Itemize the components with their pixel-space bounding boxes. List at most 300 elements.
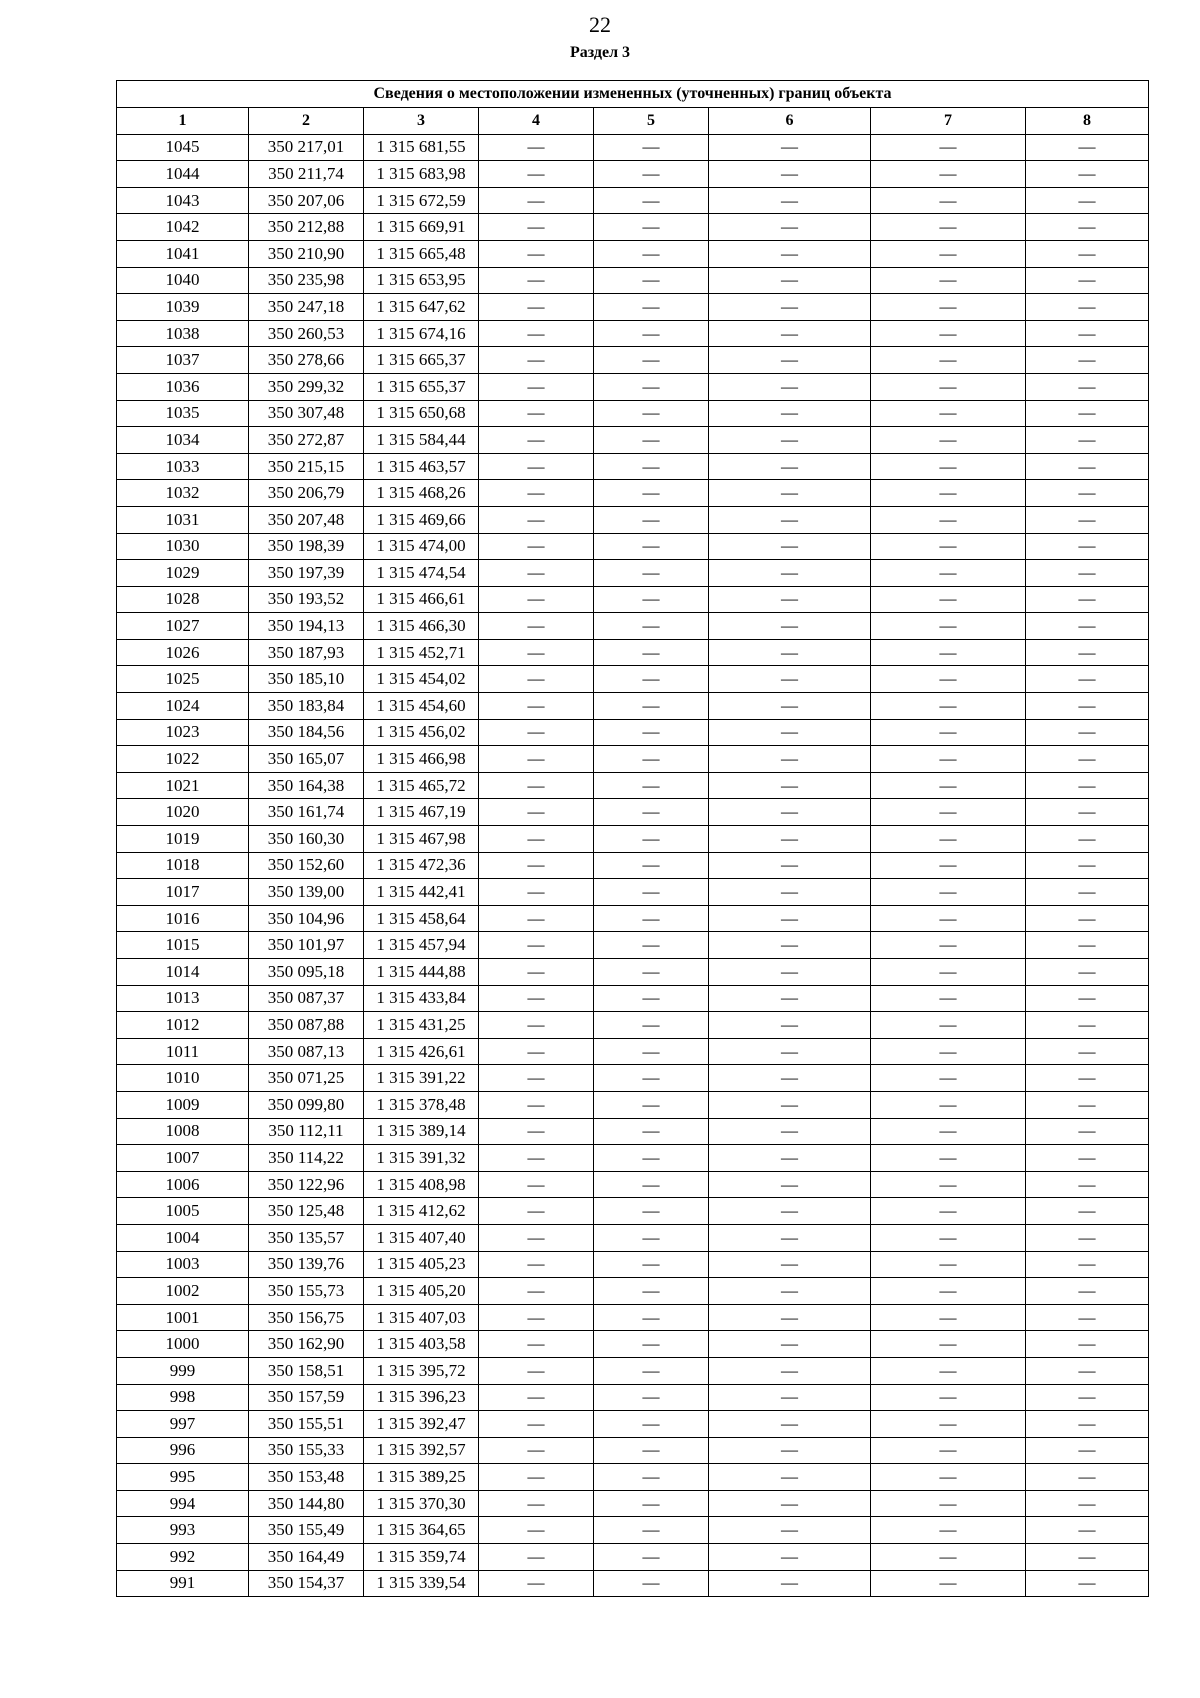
empty-dash-cell: — xyxy=(871,1570,1026,1597)
empty-dash-cell: — xyxy=(594,1145,709,1172)
y-coordinate-cell: 1 315 407,03 xyxy=(364,1304,479,1331)
empty-dash-cell: — xyxy=(871,1517,1026,1544)
table-row xyxy=(117,1437,1149,1464)
y-coordinate-cell: 1 315 405,20 xyxy=(364,1278,479,1305)
table-row xyxy=(117,214,1149,241)
empty-dash-cell: — xyxy=(709,1224,871,1251)
empty-dash-cell: — xyxy=(1026,161,1149,188)
empty-dash-cell: — xyxy=(479,586,594,613)
table-row xyxy=(117,560,1149,587)
x-coordinate-cell: 350 207,48 xyxy=(249,506,364,533)
empty-dash-cell: — xyxy=(594,427,709,454)
empty-dash-cell: — xyxy=(871,719,1026,746)
column-header: 2 xyxy=(249,108,364,135)
y-coordinate-cell: 1 315 391,32 xyxy=(364,1145,479,1172)
point-number-cell: 997 xyxy=(117,1411,249,1438)
column-header: 3 xyxy=(364,108,479,135)
table-row xyxy=(117,1544,1149,1571)
empty-dash-cell: — xyxy=(594,959,709,986)
empty-dash-cell: — xyxy=(709,373,871,400)
y-coordinate-cell: 1 315 650,68 xyxy=(364,400,479,427)
empty-dash-cell: — xyxy=(871,427,1026,454)
x-coordinate-cell: 350 185,10 xyxy=(249,666,364,693)
empty-dash-cell: — xyxy=(709,1038,871,1065)
empty-dash-cell: — xyxy=(594,1012,709,1039)
table-row xyxy=(117,693,1149,720)
empty-dash-cell: — xyxy=(871,1464,1026,1491)
x-coordinate-cell: 350 193,52 xyxy=(249,586,364,613)
point-number-cell: 1036 xyxy=(117,373,249,400)
empty-dash-cell: — xyxy=(709,427,871,454)
y-coordinate-cell: 1 315 466,98 xyxy=(364,746,479,773)
table-row xyxy=(117,1251,1149,1278)
column-header: 6 xyxy=(709,108,871,135)
empty-dash-cell: — xyxy=(479,1278,594,1305)
empty-dash-cell: — xyxy=(479,294,594,321)
empty-dash-cell: — xyxy=(871,187,1026,214)
y-coordinate-cell: 1 315 683,98 xyxy=(364,161,479,188)
empty-dash-cell: — xyxy=(479,905,594,932)
empty-dash-cell: — xyxy=(594,533,709,560)
empty-dash-cell: — xyxy=(594,1038,709,1065)
y-coordinate-cell: 1 315 408,98 xyxy=(364,1171,479,1198)
empty-dash-cell: — xyxy=(479,826,594,853)
x-coordinate-cell: 350 215,15 xyxy=(249,453,364,480)
empty-dash-cell: — xyxy=(709,187,871,214)
empty-dash-cell: — xyxy=(871,134,1026,161)
empty-dash-cell: — xyxy=(594,506,709,533)
point-number-cell: 999 xyxy=(117,1357,249,1384)
x-coordinate-cell: 350 152,60 xyxy=(249,852,364,879)
x-coordinate-cell: 350 154,37 xyxy=(249,1570,364,1597)
empty-dash-cell: — xyxy=(479,772,594,799)
x-coordinate-cell: 350 211,74 xyxy=(249,161,364,188)
point-number-cell: 1027 xyxy=(117,613,249,640)
point-number-cell: 1022 xyxy=(117,746,249,773)
x-coordinate-cell: 350 087,88 xyxy=(249,1012,364,1039)
empty-dash-cell: — xyxy=(709,905,871,932)
x-coordinate-cell: 350 183,84 xyxy=(249,693,364,720)
y-coordinate-cell: 1 315 655,37 xyxy=(364,373,479,400)
empty-dash-cell: — xyxy=(479,214,594,241)
empty-dash-cell: — xyxy=(594,161,709,188)
point-number-cell: 1016 xyxy=(117,905,249,932)
empty-dash-cell: — xyxy=(709,1331,871,1358)
empty-dash-cell: — xyxy=(871,161,1026,188)
y-coordinate-cell: 1 315 474,00 xyxy=(364,533,479,560)
empty-dash-cell: — xyxy=(709,799,871,826)
x-coordinate-cell: 350 206,79 xyxy=(249,480,364,507)
table-row xyxy=(117,267,1149,294)
empty-dash-cell: — xyxy=(871,1278,1026,1305)
empty-dash-cell: — xyxy=(871,480,1026,507)
table-row xyxy=(117,1224,1149,1251)
empty-dash-cell: — xyxy=(1026,826,1149,853)
point-number-cell: 1008 xyxy=(117,1118,249,1145)
y-coordinate-cell: 1 315 463,57 xyxy=(364,453,479,480)
empty-dash-cell: — xyxy=(479,959,594,986)
empty-dash-cell: — xyxy=(1026,347,1149,374)
table-row xyxy=(117,985,1149,1012)
empty-dash-cell: — xyxy=(594,1251,709,1278)
empty-dash-cell: — xyxy=(871,1171,1026,1198)
table-row xyxy=(117,320,1149,347)
empty-dash-cell: — xyxy=(709,1544,871,1571)
table-row xyxy=(117,506,1149,533)
empty-dash-cell: — xyxy=(1026,240,1149,267)
empty-dash-cell: — xyxy=(479,1091,594,1118)
y-coordinate-cell: 1 315 389,25 xyxy=(364,1464,479,1491)
empty-dash-cell: — xyxy=(594,985,709,1012)
table-row xyxy=(117,1517,1149,1544)
x-coordinate-cell: 350 194,13 xyxy=(249,613,364,640)
empty-dash-cell: — xyxy=(479,1118,594,1145)
table-row xyxy=(117,1012,1149,1039)
y-coordinate-cell: 1 315 392,47 xyxy=(364,1411,479,1438)
empty-dash-cell: — xyxy=(594,294,709,321)
empty-dash-cell: — xyxy=(594,480,709,507)
empty-dash-cell: — xyxy=(1026,1464,1149,1491)
empty-dash-cell: — xyxy=(709,1411,871,1438)
empty-dash-cell: — xyxy=(594,560,709,587)
column-header: 1 xyxy=(117,108,249,135)
y-coordinate-cell: 1 315 467,98 xyxy=(364,826,479,853)
point-number-cell: 1030 xyxy=(117,533,249,560)
point-number-cell: 1034 xyxy=(117,427,249,454)
empty-dash-cell: — xyxy=(479,1570,594,1597)
y-coordinate-cell: 1 315 469,66 xyxy=(364,506,479,533)
empty-dash-cell: — xyxy=(709,1278,871,1305)
empty-dash-cell: — xyxy=(871,560,1026,587)
point-number-cell: 1045 xyxy=(117,134,249,161)
empty-dash-cell: — xyxy=(1026,746,1149,773)
empty-dash-cell: — xyxy=(709,852,871,879)
point-number-cell: 1009 xyxy=(117,1091,249,1118)
empty-dash-cell: — xyxy=(709,1171,871,1198)
empty-dash-cell: — xyxy=(594,772,709,799)
empty-dash-cell: — xyxy=(871,1145,1026,1172)
empty-dash-cell: — xyxy=(871,1437,1026,1464)
empty-dash-cell: — xyxy=(594,187,709,214)
table-row xyxy=(117,453,1149,480)
x-coordinate-cell: 350 247,18 xyxy=(249,294,364,321)
y-coordinate-cell: 1 315 669,91 xyxy=(364,214,479,241)
table-row xyxy=(117,932,1149,959)
empty-dash-cell: — xyxy=(1026,1544,1149,1571)
table-row xyxy=(117,1171,1149,1198)
empty-dash-cell: — xyxy=(871,1490,1026,1517)
empty-dash-cell: — xyxy=(871,1198,1026,1225)
point-number-cell: 1019 xyxy=(117,826,249,853)
x-coordinate-cell: 350 210,90 xyxy=(249,240,364,267)
empty-dash-cell: — xyxy=(1026,400,1149,427)
empty-dash-cell: — xyxy=(479,985,594,1012)
empty-dash-cell: — xyxy=(709,347,871,374)
table-row xyxy=(117,373,1149,400)
point-number-cell: 1021 xyxy=(117,772,249,799)
empty-dash-cell: — xyxy=(1026,533,1149,560)
empty-dash-cell: — xyxy=(594,1437,709,1464)
empty-dash-cell: — xyxy=(709,1384,871,1411)
empty-dash-cell: — xyxy=(871,1091,1026,1118)
x-coordinate-cell: 350 184,56 xyxy=(249,719,364,746)
empty-dash-cell: — xyxy=(871,373,1026,400)
empty-dash-cell: — xyxy=(1026,134,1149,161)
y-coordinate-cell: 1 315 472,36 xyxy=(364,852,479,879)
empty-dash-cell: — xyxy=(479,799,594,826)
empty-dash-cell: — xyxy=(479,1464,594,1491)
point-number-cell: 1011 xyxy=(117,1038,249,1065)
y-coordinate-cell: 1 315 391,22 xyxy=(364,1065,479,1092)
table-row xyxy=(117,746,1149,773)
empty-dash-cell: — xyxy=(709,214,871,241)
empty-dash-cell: — xyxy=(709,666,871,693)
empty-dash-cell: — xyxy=(709,772,871,799)
empty-dash-cell: — xyxy=(709,1145,871,1172)
empty-dash-cell: — xyxy=(1026,879,1149,906)
table-row xyxy=(117,480,1149,507)
table-row xyxy=(117,613,1149,640)
x-coordinate-cell: 350 155,73 xyxy=(249,1278,364,1305)
empty-dash-cell: — xyxy=(1026,1411,1149,1438)
table-row xyxy=(117,799,1149,826)
empty-dash-cell: — xyxy=(871,1118,1026,1145)
x-coordinate-cell: 350 299,32 xyxy=(249,373,364,400)
empty-dash-cell: — xyxy=(594,1224,709,1251)
y-coordinate-cell: 1 315 378,48 xyxy=(364,1091,479,1118)
empty-dash-cell: — xyxy=(871,1251,1026,1278)
column-header: 7 xyxy=(871,108,1026,135)
x-coordinate-cell: 350 158,51 xyxy=(249,1357,364,1384)
empty-dash-cell: — xyxy=(1026,373,1149,400)
empty-dash-cell: — xyxy=(871,1357,1026,1384)
table-body xyxy=(117,134,1149,1597)
empty-dash-cell: — xyxy=(479,347,594,374)
empty-dash-cell: — xyxy=(479,1517,594,1544)
empty-dash-cell: — xyxy=(871,985,1026,1012)
empty-dash-cell: — xyxy=(709,1091,871,1118)
x-coordinate-cell: 350 217,01 xyxy=(249,134,364,161)
empty-dash-cell: — xyxy=(871,1544,1026,1571)
x-coordinate-cell: 350 160,30 xyxy=(249,826,364,853)
empty-dash-cell: — xyxy=(709,959,871,986)
empty-dash-cell: — xyxy=(709,932,871,959)
empty-dash-cell: — xyxy=(1026,1224,1149,1251)
point-number-cell: 1001 xyxy=(117,1304,249,1331)
empty-dash-cell: — xyxy=(479,1065,594,1092)
empty-dash-cell: — xyxy=(709,400,871,427)
empty-dash-cell: — xyxy=(594,1490,709,1517)
empty-dash-cell: — xyxy=(871,1331,1026,1358)
point-number-cell: 996 xyxy=(117,1437,249,1464)
empty-dash-cell: — xyxy=(594,586,709,613)
point-number-cell: 1043 xyxy=(117,187,249,214)
empty-dash-cell: — xyxy=(1026,1570,1149,1597)
x-coordinate-cell: 350 095,18 xyxy=(249,959,364,986)
x-coordinate-cell: 350 162,90 xyxy=(249,1331,364,1358)
empty-dash-cell: — xyxy=(479,719,594,746)
y-coordinate-cell: 1 315 647,62 xyxy=(364,294,479,321)
empty-dash-cell: — xyxy=(709,267,871,294)
empty-dash-cell: — xyxy=(594,373,709,400)
empty-dash-cell: — xyxy=(709,533,871,560)
empty-dash-cell: — xyxy=(479,427,594,454)
empty-dash-cell: — xyxy=(709,506,871,533)
empty-dash-cell: — xyxy=(709,639,871,666)
point-number-cell: 1013 xyxy=(117,985,249,1012)
empty-dash-cell: — xyxy=(709,613,871,640)
y-coordinate-cell: 1 315 395,72 xyxy=(364,1357,479,1384)
empty-dash-cell: — xyxy=(1026,453,1149,480)
empty-dash-cell: — xyxy=(594,1091,709,1118)
point-number-cell: 1014 xyxy=(117,959,249,986)
table-row xyxy=(117,1091,1149,1118)
y-coordinate-cell: 1 315 452,71 xyxy=(364,639,479,666)
point-number-cell: 1028 xyxy=(117,586,249,613)
point-number-cell: 1040 xyxy=(117,267,249,294)
table-row xyxy=(117,1570,1149,1597)
x-coordinate-cell: 350 307,48 xyxy=(249,400,364,427)
empty-dash-cell: — xyxy=(594,1171,709,1198)
empty-dash-cell: — xyxy=(1026,639,1149,666)
x-coordinate-cell: 350 122,96 xyxy=(249,1171,364,1198)
empty-dash-cell: — xyxy=(871,639,1026,666)
empty-dash-cell: — xyxy=(594,932,709,959)
x-coordinate-cell: 350 104,96 xyxy=(249,905,364,932)
point-number-cell: 1006 xyxy=(117,1171,249,1198)
point-number-cell: 1038 xyxy=(117,320,249,347)
empty-dash-cell: — xyxy=(594,693,709,720)
empty-dash-cell: — xyxy=(594,240,709,267)
point-number-cell: 1037 xyxy=(117,347,249,374)
empty-dash-cell: — xyxy=(594,1118,709,1145)
column-header: 4 xyxy=(479,108,594,135)
point-number-cell: 991 xyxy=(117,1570,249,1597)
empty-dash-cell: — xyxy=(479,1171,594,1198)
x-coordinate-cell: 350 087,37 xyxy=(249,985,364,1012)
x-coordinate-cell: 350 164,49 xyxy=(249,1544,364,1571)
empty-dash-cell: — xyxy=(479,533,594,560)
empty-dash-cell: — xyxy=(479,693,594,720)
empty-dash-cell: — xyxy=(594,267,709,294)
point-number-cell: 1002 xyxy=(117,1278,249,1305)
column-header: 8 xyxy=(1026,108,1149,135)
empty-dash-cell: — xyxy=(871,533,1026,560)
empty-dash-cell: — xyxy=(709,1357,871,1384)
empty-dash-cell: — xyxy=(1026,1145,1149,1172)
y-coordinate-cell: 1 315 466,61 xyxy=(364,586,479,613)
empty-dash-cell: — xyxy=(871,666,1026,693)
empty-dash-cell: — xyxy=(1026,1091,1149,1118)
table-row xyxy=(117,905,1149,932)
y-coordinate-cell: 1 315 405,23 xyxy=(364,1251,479,1278)
y-coordinate-cell: 1 315 364,65 xyxy=(364,1517,479,1544)
empty-dash-cell: — xyxy=(709,693,871,720)
y-coordinate-cell: 1 315 672,59 xyxy=(364,187,479,214)
empty-dash-cell: — xyxy=(479,1145,594,1172)
empty-dash-cell: — xyxy=(479,1224,594,1251)
empty-dash-cell: — xyxy=(479,932,594,959)
table-row xyxy=(117,852,1149,879)
y-coordinate-cell: 1 315 407,40 xyxy=(364,1224,479,1251)
empty-dash-cell: — xyxy=(709,1517,871,1544)
x-coordinate-cell: 350 260,53 xyxy=(249,320,364,347)
empty-dash-cell: — xyxy=(594,905,709,932)
empty-dash-cell: — xyxy=(709,240,871,267)
empty-dash-cell: — xyxy=(1026,852,1149,879)
empty-dash-cell: — xyxy=(594,1198,709,1225)
table-row xyxy=(117,240,1149,267)
table-row xyxy=(117,1384,1149,1411)
table-row xyxy=(117,1411,1149,1438)
empty-dash-cell: — xyxy=(709,480,871,507)
table-row xyxy=(117,1331,1149,1358)
point-number-cell: 1044 xyxy=(117,161,249,188)
point-number-cell: 1039 xyxy=(117,294,249,321)
empty-dash-cell: — xyxy=(1026,1357,1149,1384)
point-number-cell: 1007 xyxy=(117,1145,249,1172)
empty-dash-cell: — xyxy=(479,879,594,906)
empty-dash-cell: — xyxy=(1026,1384,1149,1411)
column-header: 5 xyxy=(594,108,709,135)
x-coordinate-cell: 350 112,11 xyxy=(249,1118,364,1145)
empty-dash-cell: — xyxy=(1026,1065,1149,1092)
empty-dash-cell: — xyxy=(871,1038,1026,1065)
point-number-cell: 1031 xyxy=(117,506,249,533)
table-row xyxy=(117,639,1149,666)
y-coordinate-cell: 1 315 584,44 xyxy=(364,427,479,454)
x-coordinate-cell: 350 212,88 xyxy=(249,214,364,241)
x-coordinate-cell: 350 161,74 xyxy=(249,799,364,826)
empty-dash-cell: — xyxy=(1026,1198,1149,1225)
empty-dash-cell: — xyxy=(871,1065,1026,1092)
section-title: Раздел 3 xyxy=(569,44,631,61)
point-number-cell: 1041 xyxy=(117,240,249,267)
empty-dash-cell: — xyxy=(479,187,594,214)
empty-dash-cell: — xyxy=(1026,932,1149,959)
x-coordinate-cell: 350 139,00 xyxy=(249,879,364,906)
empty-dash-cell: — xyxy=(594,400,709,427)
table-row xyxy=(117,879,1149,906)
empty-dash-cell: — xyxy=(479,373,594,400)
empty-dash-cell: — xyxy=(1026,959,1149,986)
table-row xyxy=(117,1198,1149,1225)
empty-dash-cell: — xyxy=(594,453,709,480)
x-coordinate-cell: 350 155,33 xyxy=(249,1437,364,1464)
y-coordinate-cell: 1 315 370,30 xyxy=(364,1490,479,1517)
table-row xyxy=(117,1038,1149,1065)
y-coordinate-cell: 1 315 456,02 xyxy=(364,719,479,746)
x-coordinate-cell: 350 125,48 xyxy=(249,1198,364,1225)
point-number-cell: 1015 xyxy=(117,932,249,959)
empty-dash-cell: — xyxy=(871,693,1026,720)
empty-dash-cell: — xyxy=(594,826,709,853)
empty-dash-cell: — xyxy=(709,134,871,161)
empty-dash-cell: — xyxy=(1026,1304,1149,1331)
y-coordinate-cell: 1 315 433,84 xyxy=(364,985,479,1012)
point-number-cell: 1029 xyxy=(117,560,249,587)
empty-dash-cell: — xyxy=(871,799,1026,826)
y-coordinate-cell: 1 315 426,61 xyxy=(364,1038,479,1065)
y-coordinate-cell: 1 315 681,55 xyxy=(364,134,479,161)
column-header-row xyxy=(117,108,1149,135)
empty-dash-cell: — xyxy=(479,1437,594,1464)
empty-dash-cell: — xyxy=(479,506,594,533)
table-row xyxy=(117,826,1149,853)
empty-dash-cell: — xyxy=(479,1490,594,1517)
y-coordinate-cell: 1 315 442,41 xyxy=(364,879,479,906)
empty-dash-cell: — xyxy=(871,932,1026,959)
